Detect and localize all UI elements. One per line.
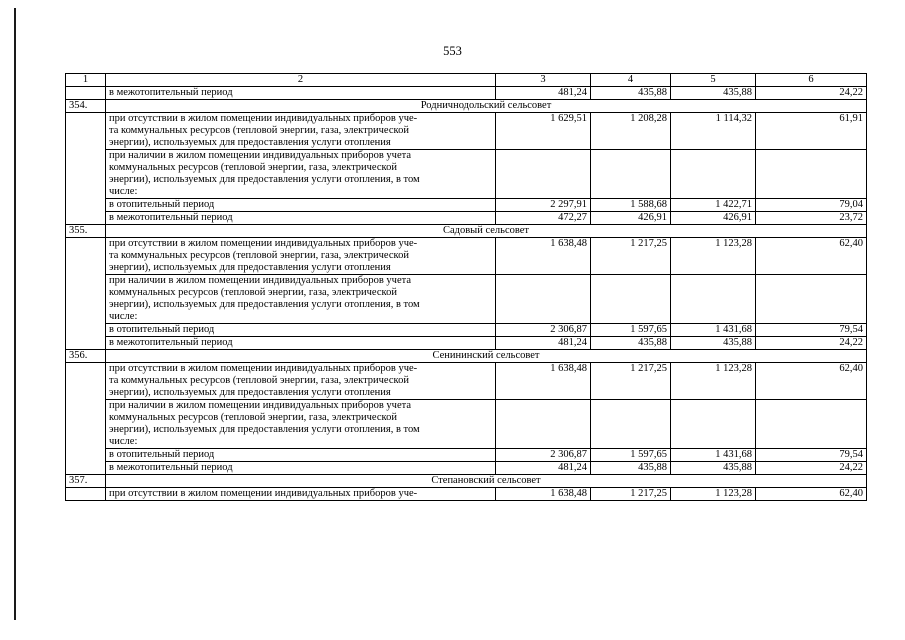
section-number: 357. (66, 475, 106, 488)
value-cell: 1 217,25 (591, 363, 671, 400)
value-cell: 1 123,28 (671, 363, 756, 400)
table-row (66, 113, 867, 150)
col-header: 6 (756, 74, 867, 87)
value-cell (756, 275, 867, 324)
col-header: 5 (671, 74, 756, 87)
col-header: 2 (106, 74, 496, 87)
value-cell: 435,88 (671, 337, 756, 350)
section-row (66, 100, 867, 113)
value-cell: 481,24 (496, 337, 591, 350)
col-header: 1 (66, 74, 106, 87)
row-label: в отопительный период (106, 199, 496, 212)
value-cell (496, 400, 591, 449)
value-cell (591, 400, 671, 449)
value-cell (756, 150, 867, 199)
row-label: в отопительный период (106, 324, 496, 337)
tariff-table (65, 73, 867, 501)
table-row (66, 238, 867, 275)
value-cell: 1 638,48 (496, 488, 591, 501)
table-row (66, 462, 867, 475)
section-title: Родничнодольский сельсовет (106, 100, 867, 113)
value-cell: 2 297,91 (496, 199, 591, 212)
binding-edge-line (14, 8, 16, 620)
row-label: при наличии в жилом помещении индивидуальных приборов учета коммунальных ресурсов (тепловой энергии, газа, электрической энергии), используемых для предоставления услуги отопления, в том числе: (106, 275, 496, 324)
empty-number-cell (66, 488, 106, 501)
value-cell: 435,88 (591, 337, 671, 350)
value-cell (591, 150, 671, 199)
value-cell: 435,88 (671, 87, 756, 100)
value-cell: 1 114,32 (671, 113, 756, 150)
value-cell: 472,27 (496, 212, 591, 225)
value-cell: 62,40 (756, 238, 867, 275)
empty-number-cell (66, 87, 106, 100)
row-label: при отсутствии в жилом помещении индивидуальных приборов уче- та коммунальных ресурсов (тепловой энергии, газа, электрической энергии), используемых для предоставления услуги отопления (106, 363, 496, 400)
value-cell: 435,88 (591, 87, 671, 100)
value-cell: 426,91 (671, 212, 756, 225)
value-cell: 24,22 (756, 337, 867, 350)
value-cell: 426,91 (591, 212, 671, 225)
row-label: в отопительный период (106, 449, 496, 462)
value-cell: 2 306,87 (496, 324, 591, 337)
empty-number-cell (66, 113, 106, 225)
value-cell: 1 123,28 (671, 238, 756, 275)
value-cell: 24,22 (756, 462, 867, 475)
table-row (66, 199, 867, 212)
value-cell: 62,40 (756, 488, 867, 501)
row-label: при отсутствии в жилом помещении индивидуальных приборов уче- та коммунальных ресурсов (тепловой энергии, газа, электрической энергии), используемых для предоставления услуги отопления (106, 238, 496, 275)
table-row (66, 324, 867, 337)
row-label: в межотопительный период (106, 462, 496, 475)
row-label: при наличии в жилом помещении индивидуальных приборов учета коммунальных ресурсов (тепловой энергии, газа, электрической энергии), используемых для предоставления услуги отопления, в том числе: (106, 400, 496, 449)
value-cell: 2 306,87 (496, 449, 591, 462)
section-row (66, 475, 867, 488)
value-cell: 1 629,51 (496, 113, 591, 150)
row-label: в межотопительный период (106, 212, 496, 225)
value-cell: 435,88 (671, 462, 756, 475)
value-cell: 1 422,71 (671, 199, 756, 212)
section-title: Садовый сельсовет (106, 225, 867, 238)
value-cell: 62,40 (756, 363, 867, 400)
value-cell: 1 597,65 (591, 324, 671, 337)
section-number: 356. (66, 350, 106, 363)
value-cell: 1 208,28 (591, 113, 671, 150)
value-cell: 1 431,68 (671, 449, 756, 462)
value-cell (496, 150, 591, 199)
row-label: в межотопительный период (106, 87, 496, 100)
section-row (66, 225, 867, 238)
value-cell: 1 588,68 (591, 199, 671, 212)
table-row (66, 275, 867, 324)
value-cell (591, 275, 671, 324)
value-cell: 23,72 (756, 212, 867, 225)
value-cell: 1 638,48 (496, 238, 591, 275)
col-header: 4 (591, 74, 671, 87)
table-row (66, 212, 867, 225)
section-title: Сенининский сельсовет (106, 350, 867, 363)
page-number: 553 (443, 44, 462, 58)
value-cell: 481,24 (496, 462, 591, 475)
value-cell (671, 400, 756, 449)
value-cell: 1 217,25 (591, 238, 671, 275)
value-cell: 1 431,68 (671, 324, 756, 337)
section-row (66, 350, 867, 363)
table-row (66, 488, 867, 501)
value-cell: 435,88 (591, 462, 671, 475)
value-cell: 1 638,48 (496, 363, 591, 400)
section-title: Степановский сельсовет (106, 475, 867, 488)
header-row (66, 74, 867, 87)
value-cell: 79,54 (756, 449, 867, 462)
empty-number-cell (66, 238, 106, 350)
empty-number-cell (66, 363, 106, 475)
table-row (66, 363, 867, 400)
row-label: при отсутствии в жилом помещении индивидуальных приборов уче- та коммунальных ресурсов (тепловой энергии, газа, электрической энергии), используемых для предоставления услуги отопления (106, 113, 496, 150)
col-header: 3 (496, 74, 591, 87)
value-cell: 61,91 (756, 113, 867, 150)
table-row (66, 337, 867, 350)
value-cell: 1 123,28 (671, 488, 756, 501)
table-row (66, 400, 867, 449)
value-cell: 79,04 (756, 199, 867, 212)
value-cell: 1 217,25 (591, 488, 671, 501)
value-cell: 1 597,65 (591, 449, 671, 462)
row-label: в межотопительный период (106, 337, 496, 350)
value-cell (496, 275, 591, 324)
value-cell (756, 400, 867, 449)
table-row (66, 150, 867, 199)
value-cell: 79,54 (756, 324, 867, 337)
row-label: при наличии в жилом помещении индивидуальных приборов учета коммунальных ресурсов (тепловой энергии, газа, электрической энергии), используемых для предоставления услуги отопления, в том числе: (106, 150, 496, 199)
value-cell (671, 150, 756, 199)
value-cell: 481,24 (496, 87, 591, 100)
section-number: 354. (66, 100, 106, 113)
value-cell (671, 275, 756, 324)
section-number: 355. (66, 225, 106, 238)
row-label: при отсутствии в жилом помещении индивидуальных приборов уче- (106, 488, 496, 501)
value-cell: 24,22 (756, 87, 867, 100)
table-row (66, 449, 867, 462)
table-row (66, 87, 867, 100)
